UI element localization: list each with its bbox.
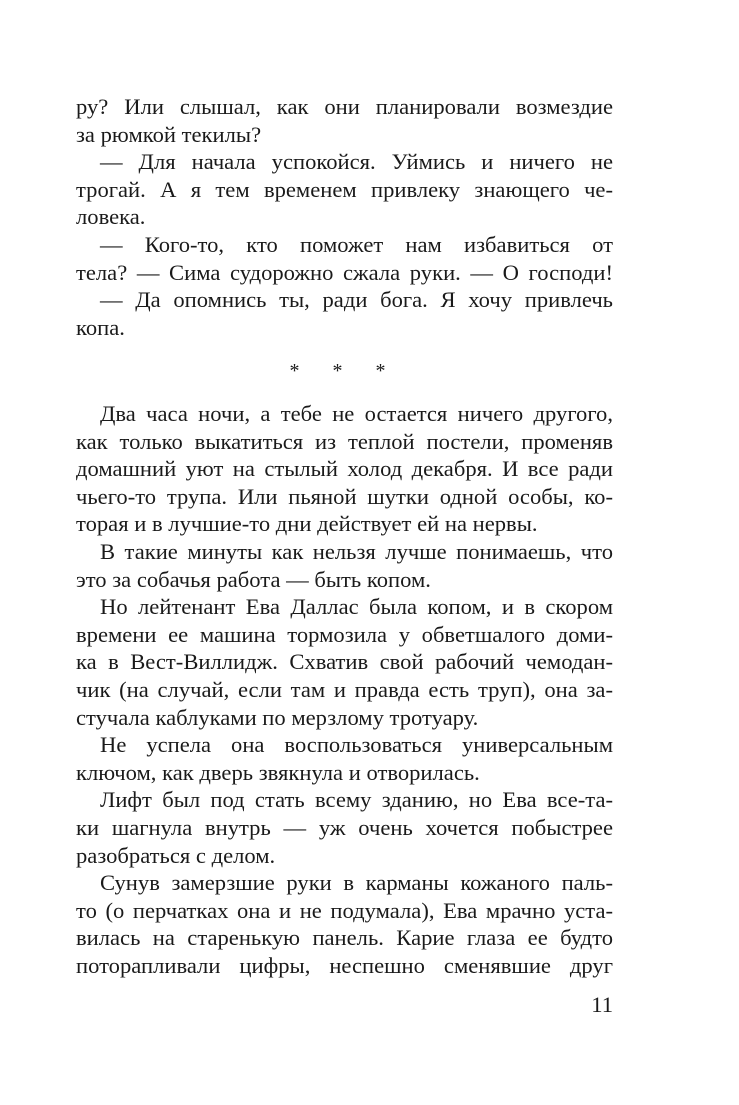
text-section-1 bbox=[76, 93, 613, 341]
text-line: ка в Вест-Виллидж. Схватив свой рабочий чемодан- bbox=[76, 649, 613, 675]
text-line: ру? Или слышал, как они планировали возмездие bbox=[76, 94, 613, 119]
text-line: тела? — Сима судорожно сжала руки. — О господи! bbox=[76, 259, 613, 285]
text-line: поторапливали цифры, неспешно сменявшие друг bbox=[76, 952, 613, 978]
text-line: Два часа ночи, а тебе не остается ничего другого, bbox=[100, 401, 613, 426]
section-separator: * * * bbox=[289, 360, 400, 382]
text-line: В такие минуты как нельзя лучше понимаешь, что bbox=[100, 538, 613, 564]
text-line: стучала каблуками по мерзлому тротуару. bbox=[76, 704, 479, 730]
text-line: Лифт был под стать всему зданию, но Ева все-та- bbox=[100, 787, 613, 813]
text-line: чик (на случай, если там и правда есть труп), она за- bbox=[76, 676, 613, 702]
text-line: ключом, как дверь звякнула и отворилась. bbox=[76, 759, 480, 785]
text-line: трогай. А я тем временем привлеку знающего че- bbox=[76, 176, 613, 202]
text-line: как только выкатиться из теплой постели, променяв bbox=[76, 428, 613, 454]
text-line: копа. bbox=[76, 314, 125, 340]
text-line: вилась на старенькую панель. Карие глаза ее будто bbox=[76, 925, 613, 951]
text-line: ки шагнула внутрь — уж очень хочется побыстрее bbox=[76, 814, 613, 840]
text-line: — Да опомнись ты, ради бога. Я хочу привлечь bbox=[100, 287, 613, 313]
text-line: Сунув замерзшие руки в карманы кожаного паль- bbox=[100, 870, 613, 896]
text-line: чьего-то трупа. Или пьяной шутки одной особы, ко- bbox=[76, 483, 613, 509]
text-line: торая и в лучшие-то дни действует ей на нервы. bbox=[76, 511, 538, 537]
text-line: это за собачья работа — быть копом. bbox=[76, 566, 431, 592]
text-line: — Кого-то, кто поможет нам избавиться от bbox=[100, 231, 613, 257]
text-line: ловека. bbox=[76, 204, 146, 230]
text-line: Но лейтенант Ева Даллас была копом, и в скором bbox=[100, 594, 613, 620]
text-line: домашний уют на стылый холод декабря. И все ради bbox=[76, 456, 613, 482]
text-section-2 bbox=[76, 400, 613, 979]
text-line: времени ее машина тормозила у обветшалого доми- bbox=[76, 621, 613, 647]
text-line: Не успела она воспользоваться универсальным bbox=[100, 732, 613, 758]
text-line: за рюмкой текилы? bbox=[76, 121, 262, 147]
page-number: 11 bbox=[591, 992, 613, 1017]
text-line: то (о перчатках она и не подумала), Ева мрачно уста- bbox=[76, 897, 613, 923]
text-line: разобраться с делом. bbox=[76, 842, 276, 868]
text-line: — Для начала успокойся. Уймись и ничего не bbox=[100, 149, 613, 175]
